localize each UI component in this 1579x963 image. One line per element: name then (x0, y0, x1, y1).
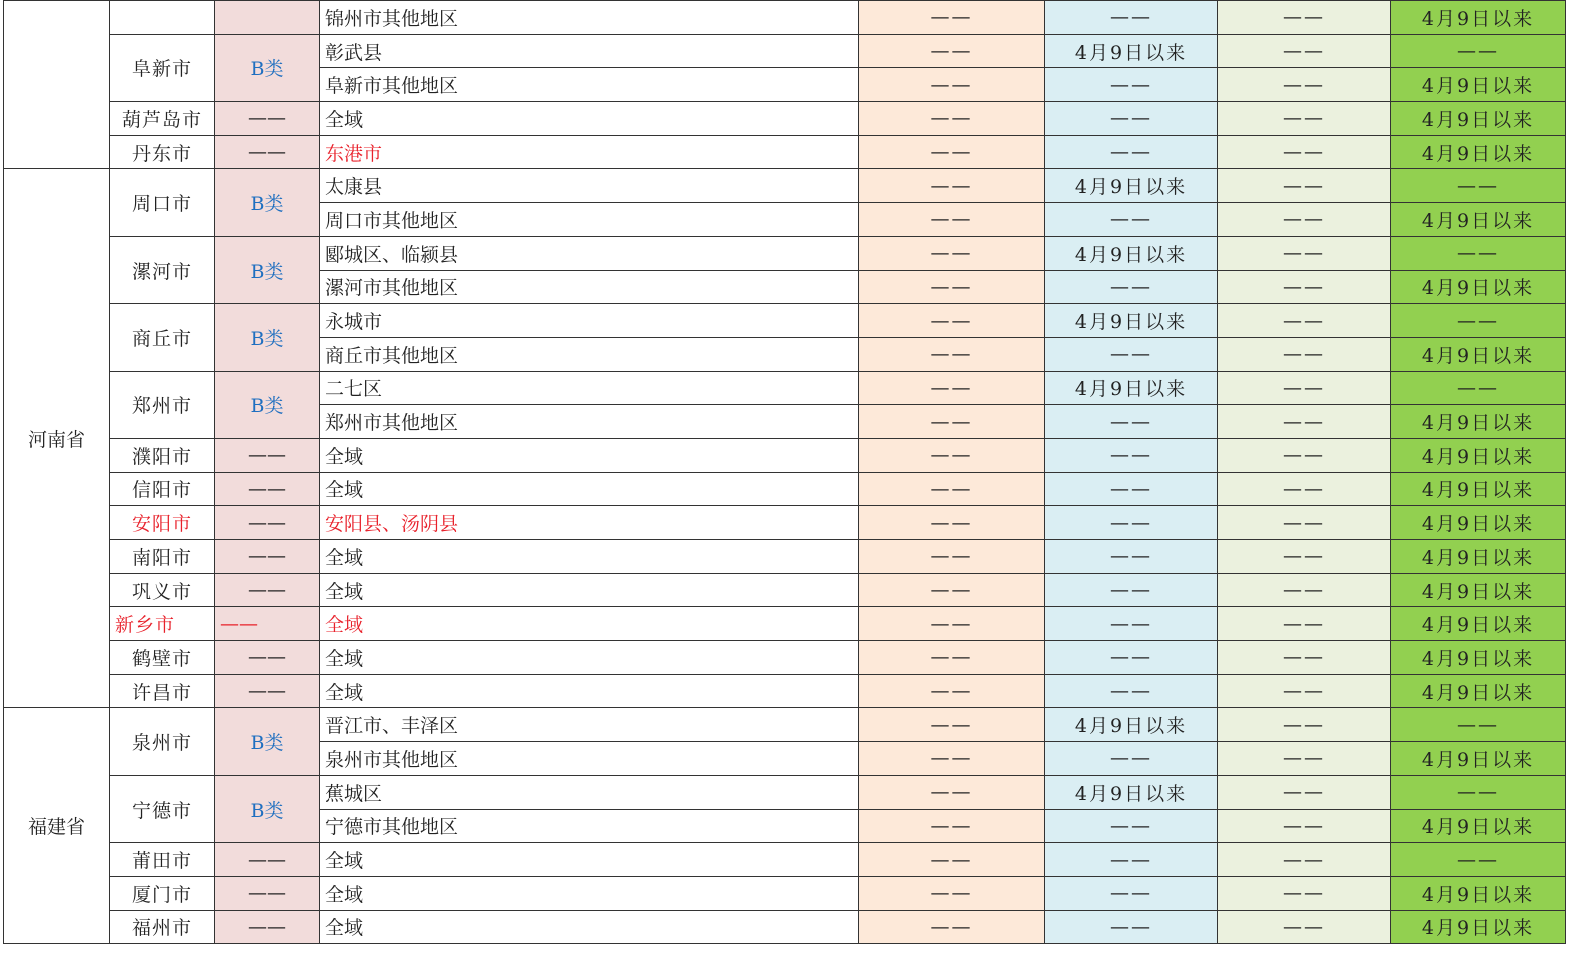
col3-cell: —— (1218, 337, 1391, 371)
table-row (4, 843, 1566, 877)
city-cell: 福州市 (110, 910, 215, 944)
col2-cell: —— (1045, 573, 1218, 607)
col2-cell: 4月9日以来 (1045, 34, 1218, 68)
risk-class-cell (215, 1, 320, 35)
col3-cell: —— (1218, 506, 1391, 540)
col4-cell: 4月9日以来 (1391, 876, 1566, 910)
col1-cell: —— (859, 405, 1045, 439)
col3-cell: —— (1218, 371, 1391, 405)
city-cell: 葫芦岛市 (110, 102, 215, 136)
table-row (4, 674, 1566, 708)
table-row (4, 540, 1566, 574)
area-cell: 安阳县、汤阴县 (320, 506, 859, 540)
col3-cell: —— (1218, 708, 1391, 742)
area-cell: 全域 (320, 674, 859, 708)
city-cell: 厦门市 (110, 876, 215, 910)
area-cell: 蕉城区 (320, 775, 859, 809)
col4-cell: 4月9日以来 (1391, 472, 1566, 506)
col3-cell: —— (1218, 573, 1391, 607)
col1-cell: —— (859, 843, 1045, 877)
col2-cell: —— (1045, 674, 1218, 708)
col4-cell: 4月9日以来 (1391, 135, 1566, 169)
area-cell: 全域 (320, 641, 859, 675)
area-cell: 全域 (320, 910, 859, 944)
risk-class-cell: —— (215, 910, 320, 944)
col2-cell: —— (1045, 68, 1218, 102)
city-cell: 阜新市 (110, 34, 215, 101)
city-cell: 濮阳市 (110, 438, 215, 472)
col4-cell: 4月9日以来 (1391, 809, 1566, 843)
city-cell: 鹤壁市 (110, 641, 215, 675)
table-row (4, 708, 1566, 742)
col4-cell: 4月9日以来 (1391, 506, 1566, 540)
area-cell: 二七区 (320, 371, 859, 405)
risk-class-cell: —— (215, 573, 320, 607)
col3-cell: —— (1218, 540, 1391, 574)
col4-cell: —— (1391, 236, 1566, 270)
col2-cell: 4月9日以来 (1045, 236, 1218, 270)
table-row (4, 169, 1566, 203)
col2-cell: —— (1045, 337, 1218, 371)
table-row (4, 102, 1566, 136)
col1-cell: —— (859, 68, 1045, 102)
col4-cell: 4月9日以来 (1391, 438, 1566, 472)
col1-cell: —— (859, 169, 1045, 203)
col3-cell: —— (1218, 236, 1391, 270)
col4-cell: 4月9日以来 (1391, 203, 1566, 237)
col1-cell: —— (859, 809, 1045, 843)
col1-cell: —— (859, 304, 1045, 338)
area-cell: 全域 (320, 573, 859, 607)
col3-cell: —— (1218, 438, 1391, 472)
col2-cell: —— (1045, 641, 1218, 675)
col3-cell: —— (1218, 304, 1391, 338)
col2-cell: 4月9日以来 (1045, 708, 1218, 742)
area-cell: 全域 (320, 472, 859, 506)
col1-cell: —— (859, 270, 1045, 304)
city-cell: 漯河市 (110, 236, 215, 303)
col1-cell: —— (859, 910, 1045, 944)
table-row (4, 876, 1566, 910)
risk-class-cell: —— (215, 472, 320, 506)
col1-cell: —— (859, 203, 1045, 237)
table-row (4, 34, 1566, 68)
area-cell: 郑州市其他地区 (320, 405, 859, 439)
col4-cell: 4月9日以来 (1391, 742, 1566, 776)
risk-class-cell: —— (215, 506, 320, 540)
province-cell (4, 1, 110, 169)
col2-cell: 4月9日以来 (1045, 775, 1218, 809)
col4-cell: 4月9日以来 (1391, 540, 1566, 574)
col4-cell: 4月9日以来 (1391, 607, 1566, 641)
col3-cell: —— (1218, 34, 1391, 68)
risk-class-cell: B类 (215, 708, 320, 775)
col3-cell: —— (1218, 270, 1391, 304)
risk-class-cell: B类 (215, 34, 320, 101)
col4-cell: 4月9日以来 (1391, 674, 1566, 708)
risk-class-cell: —— (215, 135, 320, 169)
col3-cell: —— (1218, 674, 1391, 708)
col4-cell: 4月9日以来 (1391, 1, 1566, 35)
col3-cell: —— (1218, 607, 1391, 641)
area-cell: 晋江市、丰泽区 (320, 708, 859, 742)
area-cell: 全域 (320, 607, 859, 641)
city-cell: 郑州市 (110, 371, 215, 438)
col1-cell: —— (859, 876, 1045, 910)
area-cell: 永城市 (320, 304, 859, 338)
col3-cell: —— (1218, 405, 1391, 439)
area-cell: 漯河市其他地区 (320, 270, 859, 304)
col2-cell: —— (1045, 843, 1218, 877)
risk-class-cell: —— (215, 674, 320, 708)
area-cell: 郾城区、临颍县 (320, 236, 859, 270)
city-cell: 信阳市 (110, 472, 215, 506)
col2-cell: —— (1045, 438, 1218, 472)
col3-cell: —— (1218, 203, 1391, 237)
risk-class-cell: B类 (215, 371, 320, 438)
col1-cell: —— (859, 775, 1045, 809)
city-cell: 泉州市 (110, 708, 215, 775)
risk-class-cell: B类 (215, 169, 320, 236)
area-cell: 宁德市其他地区 (320, 809, 859, 843)
col4-cell: —— (1391, 371, 1566, 405)
area-cell: 全域 (320, 843, 859, 877)
col1-cell: —— (859, 641, 1045, 675)
area-cell: 全域 (320, 102, 859, 136)
col4-cell: 4月9日以来 (1391, 641, 1566, 675)
col4-cell: 4月9日以来 (1391, 573, 1566, 607)
city-cell: 丹东市 (110, 135, 215, 169)
table-row (4, 607, 1566, 641)
city-cell: 周口市 (110, 169, 215, 236)
table-row (4, 472, 1566, 506)
col1-cell: —— (859, 607, 1045, 641)
col1-cell: —— (859, 506, 1045, 540)
risk-class-cell: —— (215, 102, 320, 136)
risk-class-cell: B类 (215, 775, 320, 842)
col1-cell: —— (859, 742, 1045, 776)
col3-cell: —— (1218, 876, 1391, 910)
col1-cell: —— (859, 236, 1045, 270)
col3-cell: —— (1218, 169, 1391, 203)
col2-cell: —— (1045, 910, 1218, 944)
col2-cell: —— (1045, 270, 1218, 304)
city-cell: 商丘市 (110, 304, 215, 371)
col4-cell: —— (1391, 775, 1566, 809)
col1-cell: —— (859, 337, 1045, 371)
col2-cell: —— (1045, 607, 1218, 641)
col2-cell: —— (1045, 876, 1218, 910)
city-cell: 许昌市 (110, 674, 215, 708)
col1-cell: —— (859, 135, 1045, 169)
risk-class-cell: —— (215, 438, 320, 472)
city-cell: 巩义市 (110, 573, 215, 607)
area-cell: 彰武县 (320, 34, 859, 68)
table-row (4, 304, 1566, 338)
col1-cell: —— (859, 674, 1045, 708)
col3-cell: —— (1218, 102, 1391, 136)
risk-class-cell: —— (215, 876, 320, 910)
table-row (4, 1, 1566, 35)
table-row (4, 438, 1566, 472)
col4-cell: —— (1391, 34, 1566, 68)
col3-cell: —— (1218, 742, 1391, 776)
col2-cell: —— (1045, 405, 1218, 439)
city-cell (110, 1, 215, 35)
col3-cell: —— (1218, 775, 1391, 809)
col2-cell: —— (1045, 102, 1218, 136)
col4-cell: 4月9日以来 (1391, 910, 1566, 944)
col1-cell: —— (859, 438, 1045, 472)
area-cell: 商丘市其他地区 (320, 337, 859, 371)
province-cell: 河南省 (4, 169, 110, 708)
col4-cell: —— (1391, 843, 1566, 877)
col4-cell: 4月9日以来 (1391, 405, 1566, 439)
risk-class-cell: —— (215, 641, 320, 675)
province-cell: 福建省 (4, 708, 110, 944)
risk-class-cell: —— (215, 540, 320, 574)
risk-class-cell: B类 (215, 236, 320, 303)
col4-cell: 4月9日以来 (1391, 337, 1566, 371)
col4-cell: —— (1391, 708, 1566, 742)
col1-cell: —— (859, 34, 1045, 68)
city-cell: 莆田市 (110, 843, 215, 877)
city-cell: 安阳市 (110, 506, 215, 540)
col4-cell: 4月9日以来 (1391, 68, 1566, 102)
area-cell: 东港市 (320, 135, 859, 169)
col2-cell: 4月9日以来 (1045, 304, 1218, 338)
col1-cell: —— (859, 472, 1045, 506)
risk-class-cell: B类 (215, 304, 320, 371)
col3-cell: —— (1218, 843, 1391, 877)
col3-cell: —— (1218, 68, 1391, 102)
area-cell: 锦州市其他地区 (320, 1, 859, 35)
col1-cell: —— (859, 708, 1045, 742)
area-cell: 全域 (320, 876, 859, 910)
col4-cell: 4月9日以来 (1391, 270, 1566, 304)
risk-class-cell: —— (215, 607, 320, 641)
col2-cell: —— (1045, 742, 1218, 776)
col1-cell: —— (859, 540, 1045, 574)
col2-cell: 4月9日以来 (1045, 371, 1218, 405)
table-row (4, 775, 1566, 809)
col4-cell: 4月9日以来 (1391, 102, 1566, 136)
area-cell: 阜新市其他地区 (320, 68, 859, 102)
city-cell: 新乡市 (110, 607, 215, 641)
table-row (4, 236, 1566, 270)
col2-cell: —— (1045, 1, 1218, 35)
city-cell: 南阳市 (110, 540, 215, 574)
col2-cell: —— (1045, 135, 1218, 169)
area-cell: 全域 (320, 540, 859, 574)
col1-cell: —— (859, 102, 1045, 136)
col3-cell: —— (1218, 809, 1391, 843)
table-row (4, 910, 1566, 944)
area-cell: 全域 (320, 438, 859, 472)
col3-cell: —— (1218, 472, 1391, 506)
table-row (4, 641, 1566, 675)
col2-cell: —— (1045, 809, 1218, 843)
col1-cell: —— (859, 573, 1045, 607)
risk-area-table (3, 0, 1566, 944)
risk-class-cell: —— (215, 843, 320, 877)
col1-cell: —— (859, 371, 1045, 405)
area-cell: 周口市其他地区 (320, 203, 859, 237)
col3-cell: —— (1218, 910, 1391, 944)
col1-cell: —— (859, 1, 1045, 35)
col2-cell: —— (1045, 540, 1218, 574)
table-row (4, 371, 1566, 405)
col3-cell: —— (1218, 641, 1391, 675)
table-row (4, 135, 1566, 169)
area-cell: 泉州市其他地区 (320, 742, 859, 776)
col2-cell: —— (1045, 506, 1218, 540)
col3-cell: —— (1218, 1, 1391, 35)
col2-cell: —— (1045, 472, 1218, 506)
table-row (4, 506, 1566, 540)
col2-cell: —— (1045, 203, 1218, 237)
col4-cell: —— (1391, 304, 1566, 338)
table-row (4, 573, 1566, 607)
area-cell: 太康县 (320, 169, 859, 203)
col2-cell: 4月9日以来 (1045, 169, 1218, 203)
col4-cell: —— (1391, 169, 1566, 203)
city-cell: 宁德市 (110, 775, 215, 842)
col3-cell: —— (1218, 135, 1391, 169)
